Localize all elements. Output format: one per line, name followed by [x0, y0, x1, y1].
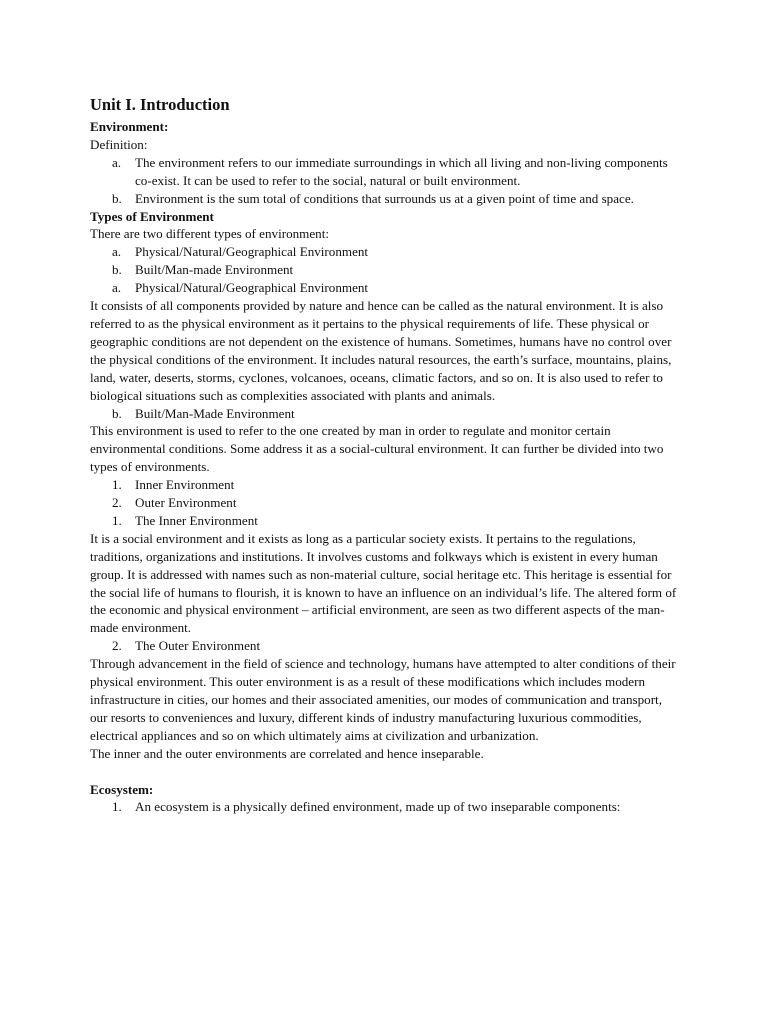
- built-subheading: [90, 405, 680, 423]
- list-item-text: Built/Man-made Environment: [135, 262, 294, 278]
- environment-heading: Environment:: [90, 119, 169, 134]
- definition-item-a: [90, 154, 680, 190]
- definition-label: Definition:: [90, 136, 148, 152]
- list-marker: b.: [112, 405, 122, 421]
- types-list-item: [90, 243, 680, 261]
- list-item-text: Outer Environment: [135, 495, 237, 511]
- ecosystem-item: [90, 798, 680, 816]
- document-page: [90, 94, 680, 816]
- inner-subheading: [90, 512, 680, 530]
- types-heading: Types of Environment: [90, 208, 214, 224]
- list-marker: 2.: [112, 495, 122, 511]
- built-types-item: [90, 476, 680, 494]
- list-marker: 1.: [112, 799, 122, 815]
- subheading-text: The Inner Environment: [135, 512, 258, 528]
- list-marker: b.: [112, 190, 122, 206]
- definition-text: Environment is the sum total of conditions that surrounds us at a given point of time and space.: [135, 190, 634, 206]
- list-marker: a.: [112, 154, 122, 170]
- built-types-item: [90, 494, 680, 512]
- list-marker: 2.: [112, 638, 122, 654]
- list-item-text: Inner Environment: [135, 477, 235, 493]
- physical-subheading: [90, 279, 680, 297]
- subheading-text: Physical/Natural/Geographical Environment: [135, 280, 369, 296]
- ecosystem-heading: Ecosystem:: [90, 781, 154, 797]
- physical-paragraph: It consists of all components provided by nature and hence can be called as the natural environment. It is also referred to as the physical environment as it pertains to the physical requirements of life. These physical or geographic conditions are not dependent on the existence of humans. Sometimes, humans have no control over the physical conditions of the environment. It includes natural resources, the earth’s surface, mountains, plains, land, water, deserts, storms, cyclones, volcanoes, oceans, climatic factors, and so on. It is also used to refer to biological situations such as complexities associated with plants and animals.: [90, 298, 672, 403]
- types-list-item: [90, 261, 680, 279]
- definition-item-b: [90, 190, 680, 208]
- closing-sentence: The inner and the outer environments are correlated and hence inseparable.: [90, 745, 484, 761]
- subheading-text: The Outer Environment: [135, 638, 261, 654]
- list-item-text: Physical/Natural/Geographical Environment: [135, 244, 369, 260]
- list-marker: a.: [112, 244, 122, 260]
- list-marker: 1.: [112, 512, 122, 528]
- definition-text: The environment refers to our immediate surroundings in which all living and non-living components co-exist. It can be used to refer to the social, natural or built environment.: [135, 154, 668, 188]
- blank-line: [90, 763, 680, 781]
- outer-subheading: [90, 637, 680, 655]
- built-paragraph: This environment is used to refer to the one created by man in order to regulate and monitor certain environmental conditions. Some address it as a social-cultural environment. It can further be divided into two types of environments.: [90, 423, 664, 475]
- list-marker: b.: [112, 262, 122, 278]
- inner-paragraph: It is a social environment and it exists as long as a particular society exists. It pertains to the regulations, traditions, organizations and institutions. It involves customs and folkways which is existent in every human group. It is addressed with names such as non-material culture, social heritage etc. This heritage is essential for the social life of humans to flourish, it is known to have an influence on an individual’s life. The altered form of the economic and physical environment – artificial environment, are seen as two different aspects of the man-made environment.: [90, 530, 677, 636]
- outer-paragraph: Through advancement in the field of science and technology, humans have attempted to alter conditions of their physical environment. This outer environment is as a result of these modifications which includes modern infrastructure in cities, our homes and their associated amenities, our modes of communication and transport, our resorts to conveniences and luxury, different kinds of industry manufacturing luxurious commodities, electrical appliances and so on which ultimately aims at civilization and urbanization.: [90, 656, 676, 743]
- list-marker: 1.: [112, 477, 122, 493]
- document-title: Unit I. Introduction: [90, 95, 230, 114]
- subheading-text: Built/Man-Made Environment: [135, 405, 295, 421]
- list-marker: a.: [112, 280, 122, 296]
- list-item-text: An ecosystem is a physically defined environment, made up of two inseparable components:: [135, 799, 621, 815]
- types-intro: There are two different types of environment:: [90, 226, 329, 242]
